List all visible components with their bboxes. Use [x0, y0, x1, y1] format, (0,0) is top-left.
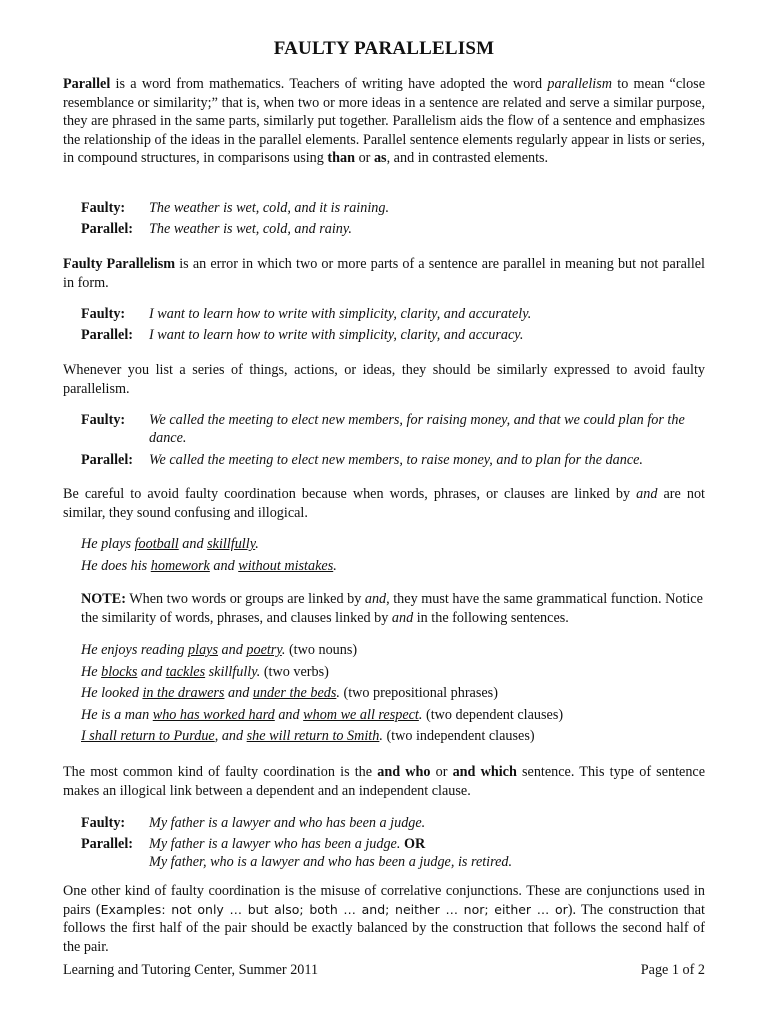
correlative-paragraph: [63, 882, 705, 956]
segment: and: [224, 685, 253, 702]
page-footer: [63, 961, 705, 979]
segment: and: [218, 642, 247, 658]
parallel-sentence: We called the meeting to elect new members, to raise money, and to plan for the dance.: [149, 452, 643, 468]
correlative-text-2: ). The construction that follows the first half of the pair should be exactly balanced by the construction that follows the second half of the pair.: [63, 901, 705, 955]
segment: He plays: [81, 536, 135, 552]
example-row: [81, 411, 705, 447]
keyword-than: than: [327, 150, 356, 167]
underlined-segment: under the beds: [252, 685, 337, 702]
intro-italic-word: parallelism: [547, 76, 612, 92]
andwho-text-2: or: [430, 764, 453, 780]
segment: and: [137, 663, 166, 680]
faulty-sentence: The weather is wet, cold, and it is raining.: [149, 200, 390, 216]
example-1: [81, 199, 705, 239]
parallel-sentence: The weather is wet, cold, and rainy.: [149, 221, 352, 238]
example-3: [81, 411, 705, 470]
correlative-text-1: One other kind of faulty coordination is the misuse of correlative conjunctions. These are conjunctions used in pairs (: [63, 883, 705, 918]
example-line: [81, 662, 705, 684]
coordination-examples: [81, 534, 705, 577]
or-label: OR: [400, 836, 426, 853]
intro-or: or: [355, 150, 374, 167]
underlined-segment: skillfully: [207, 536, 256, 552]
example-row: [81, 451, 705, 470]
segment: skillfully.: [205, 663, 261, 680]
segment: .: [255, 536, 259, 552]
note-and: and: [391, 610, 414, 627]
faulty-label: Faulty:: [81, 815, 126, 831]
intro-text-1: is a word from mathematics. Teachers of writing have adopted the word: [110, 76, 548, 92]
footer-left: Learning and Tutoring Center, Summer 2011: [63, 962, 319, 978]
keyword-and-which: and which: [452, 764, 517, 780]
example-row: [81, 220, 705, 239]
underlined-segment: poetry: [246, 642, 282, 658]
coord-text-2: are not similar, they sound confusing and illogical.: [63, 486, 705, 521]
example-line: [81, 640, 705, 662]
note-examples: [81, 640, 705, 748]
faulty-sentence: I want to learn how to write with simplicity, clarity, and accurately.: [149, 306, 532, 322]
correlative-examples: Examples: not only … but also; both … and; neither … nor; either … or: [100, 901, 568, 917]
underlined-segment: whom we all respect: [303, 706, 419, 723]
underlined-segment: who has worked hard: [152, 706, 275, 723]
parallel-label: Parallel:: [81, 836, 133, 853]
parallel-label: Parallel:: [81, 221, 133, 238]
example-line: [81, 683, 705, 705]
example-line: [81, 534, 705, 556]
segment: and: [178, 536, 208, 552]
parallel-label: Parallel:: [81, 327, 133, 344]
example-row: [81, 305, 705, 324]
segment: He looked: [81, 685, 143, 702]
faulty-label: Faulty:: [81, 412, 126, 428]
grammar-note: (two verbs): [260, 663, 329, 680]
grammar-note: (two dependent clauses): [422, 706, 564, 723]
grammar-note: (two nouns): [285, 642, 358, 658]
intro-text-3: , and in contrasted elements.: [386, 150, 549, 167]
underlined-segment: I shall return to Purdue: [81, 728, 215, 745]
underlined-segment: football: [134, 536, 179, 552]
note-text-3: in the following sentences.: [413, 610, 569, 627]
and-who-paragraph: [63, 763, 705, 800]
term-faulty-parallelism: Faulty Parallelism: [63, 256, 176, 272]
segment: .: [333, 557, 337, 574]
segment: .: [281, 642, 286, 658]
andwho-text-3: sentence. This type of sentence makes an illogical link between a dependent and an independent clause.: [63, 764, 706, 799]
intro-paragraph: [63, 75, 705, 168]
example-row: [81, 814, 705, 833]
underlined-segment: homework: [150, 557, 210, 574]
coord-and: and: [636, 486, 658, 502]
parallel-sentence-alt: My father, who is a lawyer and who has been a judge, is retired.: [149, 854, 513, 871]
parallel-sentence: I want to learn how to write with simplicity, clarity, and accuracy.: [149, 327, 524, 344]
grammar-note: (two independent clauses): [382, 728, 535, 745]
underlined-segment: plays: [188, 642, 218, 658]
example-row: [81, 835, 705, 871]
underlined-segment: blocks: [101, 663, 138, 680]
keyword-and-who: and who: [377, 764, 431, 780]
underlined-segment: in the drawers: [142, 685, 225, 702]
intro-text-2: to mean “close resemblance or similarity;” that is, when two or more ideas in a sentence are related and serve a similar purpose, they are phrased in the same parts, similarly put together. Parallelism aids the flow of a sentence and emphasizes the relationship of the ideas in the parallel elements. Parallel sentence elements regularly appear in lists or series, in compound structures, in comparisons using: [63, 76, 705, 167]
note-label: NOTE:: [81, 591, 126, 607]
segment: He enjoys reading: [81, 642, 189, 658]
parallel-sentence-group: [149, 835, 705, 871]
underlined-segment: without mistakes: [238, 557, 334, 574]
faulty-label: Faulty:: [81, 306, 126, 322]
segment: He is a man: [81, 706, 153, 723]
segment: .: [379, 728, 383, 745]
note-text-2: , they must have the same grammatical function. Notice the similarity of words, phrases, and clauses linked by: [81, 591, 703, 627]
coordination-paragraph: [63, 485, 705, 522]
underlined-segment: she will return to Smith: [246, 728, 380, 745]
definition-text: is an error in which two or more parts of a sentence are parallel in meaning but not parallel in form.: [63, 256, 706, 291]
coord-text-1: Be careful to avoid faulty coordination because when words, phrases, or clauses are linked by: [63, 486, 637, 502]
page-title: FAULTY PARALLELISM: [273, 38, 495, 59]
andwho-text-1: The most common kind of faulty coordination is the: [63, 764, 378, 780]
parallel-label: Parallel:: [81, 452, 133, 468]
page-number: Page 1 of 2: [640, 962, 705, 978]
parallel-sentence: My father is a lawyer who has been a judge.: [149, 836, 401, 853]
series-paragraph: Whenever you list a series of things, actions, or ideas, they should be similarly expressed to avoid faulty parallelism.: [63, 362, 705, 397]
example-line: [81, 705, 705, 727]
example-row: [81, 199, 705, 218]
example-line: [81, 556, 705, 578]
segment: and: [209, 557, 239, 574]
segment: and: [274, 706, 304, 723]
segment: .: [418, 706, 423, 723]
faulty-label: Faulty:: [81, 200, 126, 216]
faulty-sentence: My father is a lawyer and who has been a judge.: [149, 815, 426, 831]
grammar-note: (two prepositional phrases): [339, 685, 498, 702]
term-parallel: Parallel: [63, 76, 111, 92]
segment: , and: [214, 728, 247, 745]
underlined-segment: tackles: [165, 663, 206, 680]
example-row: [81, 326, 705, 345]
example-4: [81, 814, 705, 871]
note-text-1: When two words or groups are linked by: [125, 591, 365, 607]
segment: He: [81, 663, 102, 680]
segment: .: [336, 685, 340, 702]
note-paragraph: [81, 590, 705, 628]
faulty-sentence: We called the meeting to elect new members, for raising money, and that we could plan for the dance.: [149, 412, 685, 446]
example-2: [81, 305, 705, 345]
note-and: and: [364, 591, 387, 607]
example-line: [81, 726, 705, 748]
keyword-as: as: [373, 150, 387, 167]
segment: He does his: [81, 557, 151, 574]
definition-paragraph: [63, 255, 705, 292]
